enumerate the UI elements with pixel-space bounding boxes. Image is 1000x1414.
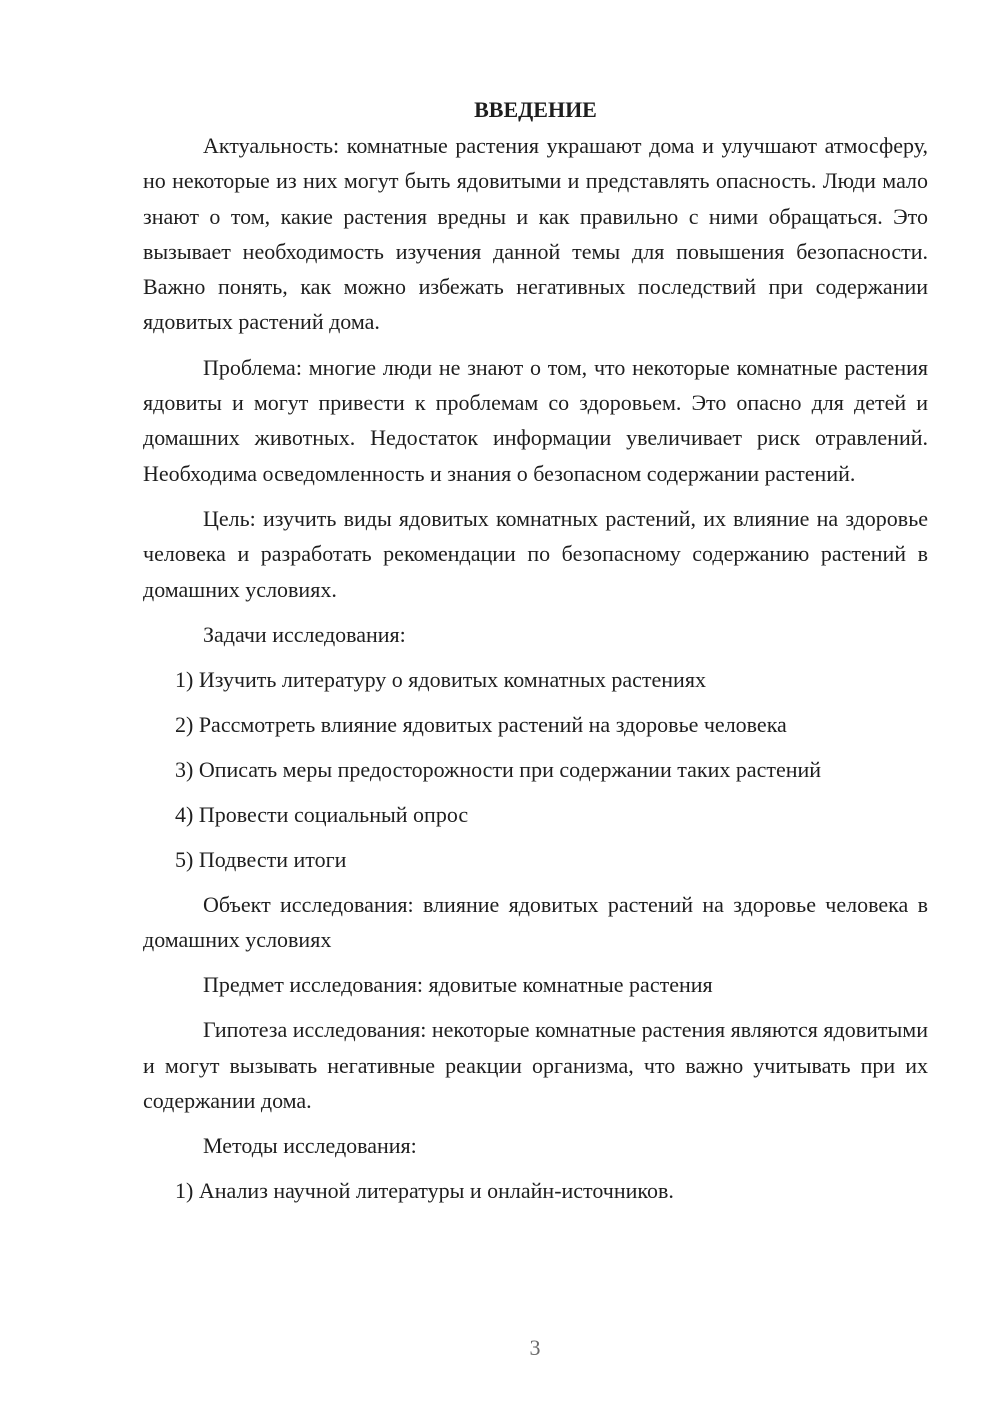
tasks-list: [143, 662, 928, 877]
list-item: 4) Провести социальный опрос: [175, 801, 469, 827]
goal-paragraph: Цель: изучить виды ядовитых комнатных растений, их влияние на здоровье человека и разработать рекомендации по безопасному содержанию растений в домашних условиях.: [143, 505, 928, 602]
page-number: 3: [529, 1335, 541, 1360]
tasks-title: Задачи исследования:: [203, 621, 406, 647]
list-item: 2) Рассмотреть влияние ядовитых растений на здоровье человека: [175, 711, 787, 737]
object-paragraph: Объект исследования: влияние ядовитых растений на здоровье человека в домашних условиях: [143, 891, 928, 953]
section-heading: ВВЕДЕНИЕ: [474, 97, 597, 122]
hypothesis-paragraph: Гипотеза исследования: некоторые комнатные растения являются ядовитыми и могут вызывать негативные реакции организма, что важно учитывать при их содержании дома.: [143, 1017, 928, 1114]
list-item: 1) Анализ научной литературы и онлайн-источников.: [175, 1178, 674, 1204]
methods-title: Методы исследования:: [203, 1133, 417, 1159]
methods-list: [143, 1173, 928, 1208]
problem-paragraph: Проблема: многие люди не знают о том, что некоторые комнатные растения ядовиты и могут привести к проблемам со здоровьем. Это опасно для детей и домашних животных. Недостаток информации увеличивает риск отравлений. Необходима осведомленность и знания о безопасном содержании растений.: [143, 354, 928, 486]
subject-paragraph: Предмет исследования: ядовитые комнатные растения: [203, 972, 713, 998]
page-content: [143, 92, 928, 1218]
list-item: 5) Подвести итоги: [175, 846, 347, 872]
relevance-paragraph: Актуальность: комнатные растения украшают дома и улучшают атмосферу, но некоторые из них могут быть ядовитыми и представлять опасность. Люди мало знают о том, какие растения вредны и как правильно с ними обращаться. Это вызывает необходимость изучения данной темы для повышения безопасности. Важно понять, как можно избежать негативных последствий при содержании ядовитых растений дома.: [143, 133, 928, 335]
list-item: 1) Изучить литературу о ядовитых комнатных растениях: [175, 666, 706, 692]
list-item: 3) Описать меры предосторожности при содержании таких растений: [175, 756, 822, 782]
